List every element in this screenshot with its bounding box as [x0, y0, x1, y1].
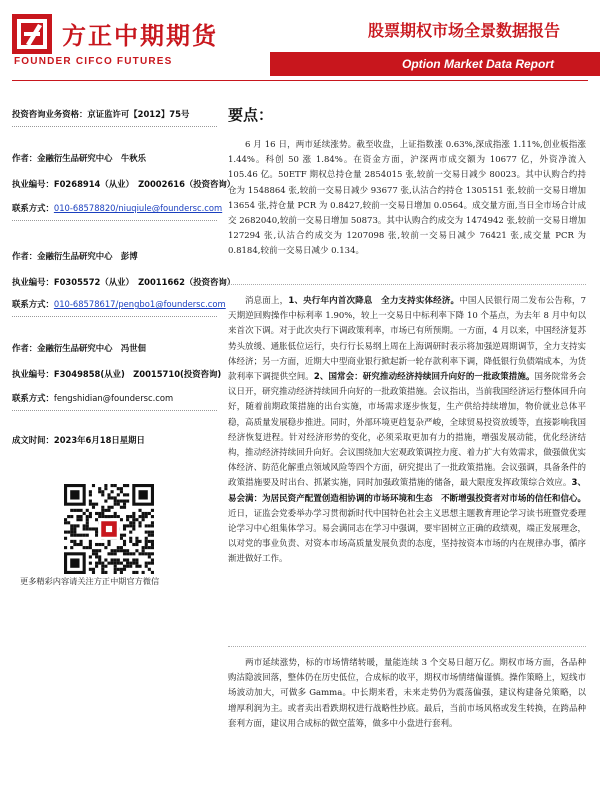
report-title-english: Option Market Data Report [401, 57, 554, 71]
author-contact [12, 298, 226, 310]
report-date: 成文时间：2023年6月18日星期日 [12, 435, 145, 445]
section-divider [228, 646, 586, 647]
contact-label: 联系方式： [12, 393, 54, 403]
author-email-link[interactable]: 010-68578617/pengbo1@foundersc.com [53, 299, 226, 309]
report-header [0, 0, 600, 88]
author-contact [12, 392, 173, 404]
author-email: fengshidian@foundersc.com [53, 393, 174, 403]
company-logo [12, 14, 262, 70]
news-intro: 消息面上， [245, 296, 289, 306]
author-license: 执业编号：F0268914（从业） Z0002616（投资咨询） [12, 179, 236, 189]
sidebar-divider [12, 410, 217, 411]
header-divider [12, 80, 588, 81]
summary-heading: 要点： [228, 106, 274, 124]
sidebar-divider [12, 220, 217, 221]
news-item-3-body: 近日，证监会党委举办学习贯彻新时代中国特色社会主义思想主题教育理论学习读书班暨党委理论学习中心组集体学习。易会满同志在学习中强调，要牢固树立正确的政绩观，端正发展理念，以对党的事业负责、对资本市场高质量发展负责的态度，坚持按资本市场的内在规律办事，循序渐进做好工作。 [228, 508, 586, 565]
author-name: 作者：金融衍生品研究中心 牛秋乐 [12, 153, 146, 163]
news-item-2-body: 国务院常务会议日开，研究推动经济持续回升向好的一批政策措施。会议指出，当前我国经济运行整体回升向好，随着前期政策措施的出台实施，市场需求逐步恢复，生产供给持续增加，物价就业总体平稳，高质量发展稳步推进。同时，外部环境更趋复杂严峻，全球贸易投资放缓等，直接影响我国经济恢复进程。针对经济形势的变化，必须采取更加有力的措施，增强发展动能，优化经济结构，推动经济持续回升向好。会议围绕加大宏观政策调控力度、着力扩大有效需求，做强做优实体经济、防范化解重点领域风险等四个方面，研究提出了一批政策措施。会议强调，具备条件的政策措施要及时出台、抓紧实施，同时加强政策措施的储备，最大限度发挥政策综合效应。 [228, 372, 586, 489]
news-item-3-title: 3、易会满：为居民资产配置创造相协调的市场环境和生态 不断增强投资者对市场的信任和信心。 [228, 478, 586, 504]
news-paragraph [228, 294, 586, 568]
contact-label: 联系方式： [12, 299, 54, 309]
wechat-qr-code-icon [64, 484, 154, 574]
author-name: 作者：金融衍生品研究中心 冯世佃 [12, 343, 146, 353]
founder-emblem-icon [12, 14, 56, 58]
market-summary-paragraph: 6 月 16 日，两市延续涨势。截至收盘，上证指数涨 0.63%,深成指涨 1.11%,创业板指涨 1.44%。科创 50 涨 1.84%。在资金方面，沪深两市成交额为 10677 亿，外资净流入 105.46 亿。50ETF 期权总持仓量 2854015 张,较前一交易日减少 80023。其中认购合约持仓为 1548864 张,较前一交易日减少 93677 张,认沽合约持仓 1305151 张,较前一交易日增加 13654 张,持仓量 PCR 为 0.8427,较前一交易日增加 0.0564。成交量方面,当日全市场合计成交 2682040,较前一交易日增加 50873。其中认购合约成交为 1474942 张,较前一交易日增加 127294 张,认沽合约成交为 1207098 张,较前一交易日减少 76421 张,成交量 PCR 为 0.8184,较前一交易日减少 0.134。 [228, 140, 586, 257]
report-body [228, 104, 588, 794]
qualification-text: 投资咨询业务资格：京证监许可【2012】75号 [12, 109, 190, 119]
logo-english-name: FOUNDER CIFCO FUTURES [14, 56, 173, 67]
qr-caption: 更多精彩内容请关注方正中期官方微信 [20, 576, 160, 586]
news-item-1-body: 中国人民银行周二发布公告称，7 天期逆回购操作中标利率 1.90%，较上一交易日中标利率下降 10 个基点，为去年 8 月中旬以来首次下调。对于此次央行下调政策利率，市场已有所预期。一方面，4 月以来，中国经济复苏势头放缓、通胀低位运行，央行行长易纲上周在上海调研时表示将加强逆周期调节，全力支持实体经济；另一方面，近期大中型商业银行掀起新一轮存款利率下调，降低银行负债端成本，为货款利率下调提供空间。 [228, 296, 586, 383]
author-license: 执业编号：F0305572（从业） Z0011662（投资咨询） [12, 277, 236, 287]
contact-label: 联系方式： [12, 203, 54, 213]
logo-chinese-name: 方正中期期货 [62, 22, 218, 50]
report-title-chinese: 股票期权市场全景数据报告 [367, 21, 560, 40]
author-sidebar [12, 104, 236, 794]
strategy-paragraph: 两市延续涨势，标的市场情绪转暖，量能连续 3 个交易日超万亿。期权市场方面，各品种购沽隐波回落，整体仍在历史低位，合成标的收平，期权市场情绪偏谨慎。操作策略上，短线市场波动加大，可做多 Gamma。中长期来看，未来走势仍为震荡偏强，建议构建备兑策略，以增厚利润为主。或者卖出看跌期权进行战略性抄底。最后，当前市场风格或发生转换，在跨品种套利方面，建议用合成标的做空蓝筹，做多中小盘进行套利。 [228, 658, 586, 729]
section-divider [228, 284, 586, 285]
author-name: 作者：金融衍生品研究中心 彭博 [12, 251, 138, 261]
author-contact [12, 202, 222, 214]
author-license: 执业编号：F3049858(从业) Z0015710(投资咨询) [12, 369, 222, 379]
sidebar-divider [12, 316, 217, 317]
news-item-2-title: 2、国常会：研究推动经济持续回升向好的一批政策措施。 [313, 372, 535, 383]
author-email-link[interactable]: 010-68578820/niuqiule@foundersc.com [53, 203, 223, 213]
news-item-1-title: 1、央行年内首次降息 全力支持实体经济。 [288, 296, 460, 306]
sidebar-divider [12, 126, 217, 127]
